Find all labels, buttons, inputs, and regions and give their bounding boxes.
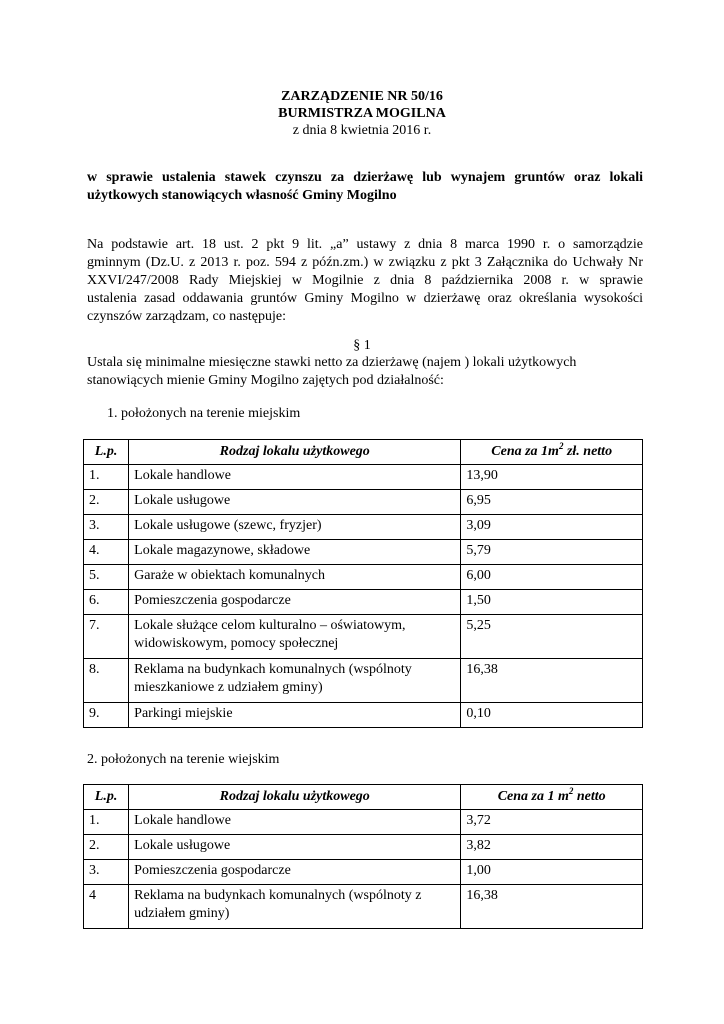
cell-price: 16,38	[461, 659, 643, 703]
preamble-line-4: ustalenia zasad oddawania gruntów Gminy Mogilno w dzierżawę oraz określania wysokości	[87, 291, 643, 306]
table-row	[84, 835, 643, 860]
preamble-line-1: Na podstawie art. 18 ust. 2 pkt 9 lit. „a” ustawy z dnia 8 marca 1990 r. o samorządzie	[87, 237, 643, 252]
table-row	[84, 885, 643, 929]
preamble-line-2: gminnym (Dz.U. z 2013 r. poz. 594 z późn.zm.) w związku z pkt 3 Załącznika do Uchwały Nr	[87, 255, 643, 270]
table-row	[84, 703, 643, 728]
list-heading-urban: 1. położonych na terenie miejskim	[107, 406, 301, 421]
price-table-rural	[83, 784, 643, 929]
cell-type: Lokale służące celom kulturalno – oświatowym, widowiskowym, pomocy społecznej	[129, 615, 461, 659]
cell-price: 1,00	[461, 860, 643, 885]
header-price: Cena za 1 $m^2$ netto	[461, 785, 643, 810]
table-row	[84, 540, 643, 565]
cell-type: Pomieszczenia gospodarcze	[129, 860, 461, 885]
cell-type: Garaże w obiektach komunalnych	[129, 565, 461, 590]
cell-lp: 4	[84, 885, 129, 929]
header-lp: L.p.	[84, 785, 129, 810]
cell-lp: 5.	[84, 565, 129, 590]
cell-type: Lokale handlowe	[129, 810, 461, 835]
cell-type: Lokale usługowe (szewc, fryzjer)	[129, 515, 461, 540]
section-text-line-1: Ustala się minimalne miesięczne stawki netto za dzierżawę (najem ) lokali użytkowych	[87, 355, 577, 370]
table-header-row	[84, 440, 643, 465]
cell-type: Lokale magazynowe, składowe	[129, 540, 461, 565]
cell-lp: 4.	[84, 540, 129, 565]
cell-type: Lokale usługowe	[129, 835, 461, 860]
header-lp: L.p.	[84, 440, 129, 465]
list-heading-rural: 2. położonych na terenie wiejskim	[87, 752, 280, 767]
cell-lp: 6.	[84, 590, 129, 615]
header-type: Rodzaj lokalu użytkowego	[129, 785, 461, 810]
cell-lp: 1.	[84, 465, 129, 490]
preamble	[87, 236, 643, 326]
table-row	[84, 860, 643, 885]
cell-price: 6,00	[461, 565, 643, 590]
cell-price: 1,50	[461, 590, 643, 615]
document-title-line2: BURMISTRZA MOGILNA	[278, 106, 446, 121]
header-price: Cena za $1m^2$ zł. netto	[461, 440, 643, 465]
section-text-line-2: stanowiących mienie Gminy Mogilno zajętych pod działalność:	[87, 373, 444, 388]
cell-price: 3,72	[461, 810, 643, 835]
preamble-line-5: czynszów zarządzam, co następuje:	[87, 309, 287, 324]
cell-price: 16,38	[461, 885, 643, 929]
document-date: z dnia 8 kwietnia 2016 r.	[292, 123, 432, 138]
table-row	[84, 810, 643, 835]
table-row	[84, 659, 643, 703]
cell-price: 13,90	[461, 465, 643, 490]
cell-lp: 2.	[84, 835, 129, 860]
cell-lp: 7.	[84, 615, 129, 659]
document-title-line1: ZARZĄDZENIE NR 50/16	[281, 89, 443, 104]
table-row	[84, 615, 643, 659]
cell-type: Lokale handlowe	[129, 465, 461, 490]
cell-type: Lokale usługowe	[129, 490, 461, 515]
section-text	[87, 354, 657, 390]
cell-lp: 2.	[84, 490, 129, 515]
cell-price: 3,09	[461, 515, 643, 540]
cell-price: 0,10	[461, 703, 643, 728]
header-type: Rodzaj lokalu użytkowego	[129, 440, 461, 465]
document-subject	[87, 169, 643, 205]
cell-price: 5,79	[461, 540, 643, 565]
table-header-row	[84, 785, 643, 810]
cell-lp: 1.	[84, 810, 129, 835]
cell-type: Reklama na budynkach komunalnych (wspólnoty mieszkaniowe z udziałem gminy)	[129, 659, 461, 703]
table-row	[84, 515, 643, 540]
table-row	[84, 465, 643, 490]
preamble-line-3: XXVI/247/2008 Rady Miejskiej w Mogilnie z dnia 8 października 2008 r. w sprawie	[87, 273, 643, 288]
cell-price: 5,25	[461, 615, 643, 659]
price-table-urban	[83, 439, 643, 728]
cell-lp: 3.	[84, 515, 129, 540]
subject-line-2: użytkowych stanowiących własność Gminy Mogilno	[87, 188, 397, 203]
section-mark: § 1	[353, 338, 371, 353]
table-row	[84, 565, 643, 590]
cell-type: Parkingi miejskie	[129, 703, 461, 728]
cell-lp: 8.	[84, 659, 129, 703]
cell-lp: 3.	[84, 860, 129, 885]
cell-price: 6,95	[461, 490, 643, 515]
subject-line-1: w sprawie ustalenia stawek czynszu za dzierżawę lub wynajem gruntów oraz lokali	[87, 170, 643, 185]
cell-price: 3,82	[461, 835, 643, 860]
cell-type: Pomieszczenia gospodarcze	[129, 590, 461, 615]
cell-type: Reklama na budynkach komunalnych (wspólnoty z udziałem gminy)	[129, 885, 461, 929]
table-row	[84, 590, 643, 615]
table-row	[84, 490, 643, 515]
cell-lp: 9.	[84, 703, 129, 728]
